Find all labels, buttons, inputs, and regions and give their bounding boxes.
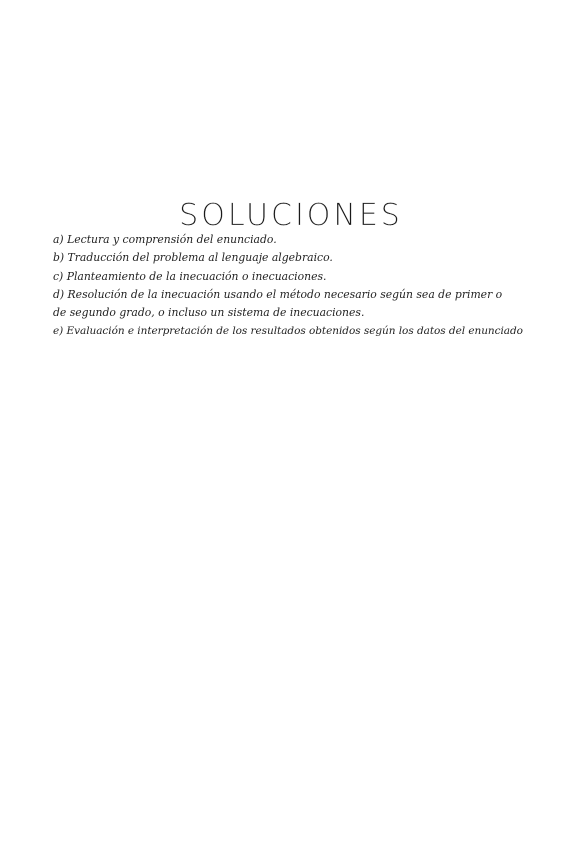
step-b: b) Traducción del problema al lenguaje algebraico. <box>53 251 333 265</box>
step-e: e) Evaluación e interpretación de los resultados obtenidos según los datos del enunciado <box>53 325 523 338</box>
page-title: SOLUCIONES <box>179 198 403 234</box>
step-c: c) Planteamiento de la inecuación o inecuaciones. <box>53 269 327 283</box>
step-d-line-1: d) Resolución de la inecuación usando el método necesario según sea de primer o <box>53 287 503 301</box>
solution-steps-list <box>53 231 553 341</box>
step-d-line-2: de segundo grado, o incluso un sistema de inecuaciones. <box>53 306 365 320</box>
step-a: a) Lectura y comprensión del enunciado. <box>53 233 277 246</box>
